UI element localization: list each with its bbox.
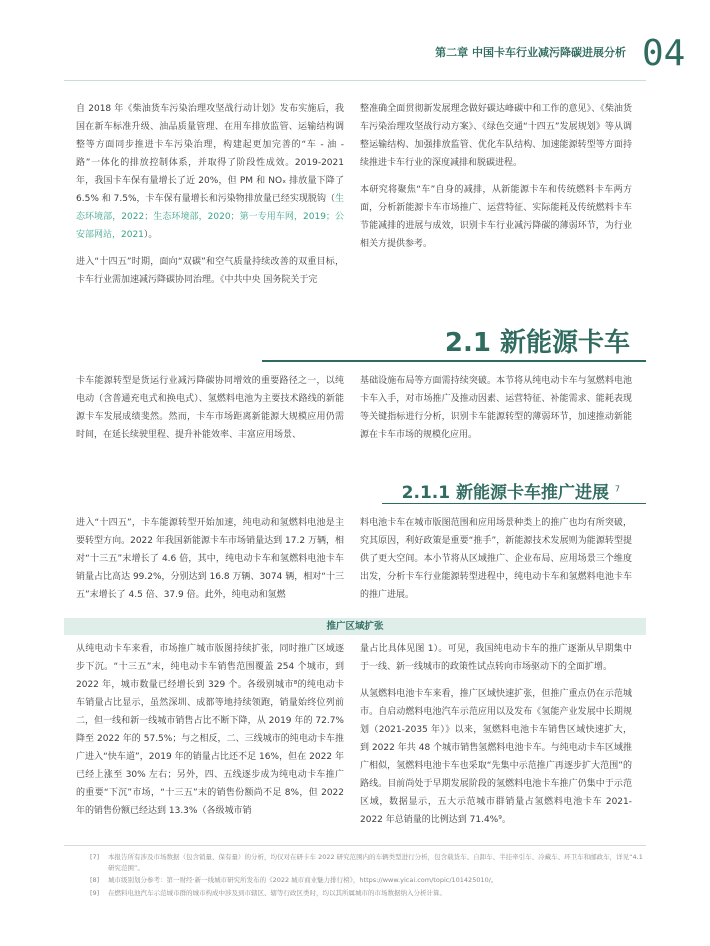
section-heading-underline: [262, 360, 646, 362]
subsection-heading-underline: [382, 503, 646, 504]
intro-right-column: [360, 100, 632, 262]
subsection-heading: 2.1.1 新能源卡车推广进展 $^7$: [401, 483, 620, 503]
region-right-column: [360, 640, 632, 838]
intro-paragraph: 整准确全面贯彻新发展理念做好碳达峰碳中和工作的意见》、《柴油货车污染治理攻坚战行动方案》、《绿色交通“十四五”发展规划》等从调整运输结构、加强排放监管、优化车队结构、加速能源转型等方面持续推进卡车行业的深度减排和脱碳进程。: [360, 104, 632, 168]
intro-left-column: [76, 100, 344, 298]
subsection-right-column: [360, 514, 632, 613]
section-paragraph: 基础设施布局等方面需持续突破。本节将从纯电动卡车与氢燃料电池卡车入手，对市场推广及推动因素、运营特征、补能需求、能耗表现等关键指标进行分析，识别卡车能源转型的薄弱环节，加速推动新能源在卡车市场的规模化应用。: [360, 376, 632, 440]
section-paragraph: 卡车能源转型是货运行业减污降碳协同增效的重要路径之一，以纯电动（含普通充电式和换电式）、氢燃料电池为主要技术路线的新能源卡车发展成绩斐然。然而，卡车市场距离新能源大规模应用仍需时间，在延长续驶里程、提升补能效率、丰富应用场景、: [76, 376, 344, 440]
footnote: [8] 城市级别划分参考：第一财经·新一线城市研究所发布的《2022 城市商业魅力排行榜》，https://www.yicai.com/topic/101425010/。: [90, 876, 498, 884]
region-paragraph: 从纯电动卡车来看，市场推广城市版图持续扩张，同时推广区域逐步下沉。“十三五”末，纯电动卡车销售范围覆盖 254 个城市，到 2022 年，城市数量已经增长到 329 个。各级别城市⁸的纯电动卡车销量占比显示，虽然深圳、成都等地持续领跑，销量始终位列前二，但一线和新一线城市销售占比不断下降，从 2019 年的 72.7% 降至 2022 年的 57.5%；与之相反，二、三线城市的纯电动卡车推广进入“快车道”，2019 年的销量占比还不足 16%，但在 2022 年已经上涨至 30% 左右；另外，四、五线逐步成为纯电动卡车推广的重要“下沉”市场，“十三五”末的销售份额尚不足 8%，但 2022 年的销售份额已经达到 13.3%（各级城市销: [76, 644, 344, 816]
footnote-ref: 7: [614, 484, 620, 494]
chapter-title: 第二章 中国卡车行业减污降碳进展分析: [435, 46, 626, 59]
region-paragraph: 量占比具体见图 1）。可见，我国纯电动卡车的推广逐渐从早期集中于一线、新一线城市的政策性试点转向市场驱动下的全面扩增。: [360, 644, 632, 672]
section-left-column: [76, 372, 344, 453]
subsection-left-column: [76, 514, 344, 613]
intro-paragraph: 自 2018 年《柴油货车污染治理攻坚战行动计划》发布实施后，我国在新车标准升级、油品质量管理、在用车排放监管、运输结构调整等方面同步推进卡车污染治理，构建起更加完善的“车 - 油 - 路”一体化的排放控制体系，并取得了阶段性成效。2019-2021 年，我国卡车保有量增长了近 20%，但 PM 和 NOₓ 排放量下降了 6.5% 和 7.5%，卡车保有量增长和污染物排放量已经实现脱钩（生态环境部，2022；生态环境部，2020；第一专用车网，2019；公安部网站，2021）。: [76, 104, 344, 240]
region-left-column: [76, 640, 344, 829]
footnote: [9] 在燃料电池汽车示范城市群的城市构成中涉及到市辖区、辖等行政区类时，均以其所属城市的市场数据纳入分析计算。: [90, 889, 446, 897]
section-right-column: [360, 372, 632, 453]
intro-paragraph: 进入“十四五”时期，面向“双碳”和空气质量持续改善的双重目标，卡车行业需加速减污降碳协同治理。《中共中央 国务院关于完: [76, 257, 344, 285]
citation: 生态环境部，2022；生态环境部，2020；第一专用车网，2019；公安部网站，2021: [76, 194, 344, 240]
intro-paragraph: 本研究将聚焦“车”自身的减排，从新能源卡车和传统燃料卡车两方面，分析新能源卡车市场推广、运营特征、实际能耗及传统燃料卡车节能减排的进展与成效，识别卡车行业减污降碳的薄弱环节，为行业相关方提供参考。: [360, 185, 632, 249]
footnote-divider: [64, 845, 646, 846]
subsection-paragraph: 料电池卡车在城市版图范围和应用场景种类上的推广也均有所突破，究其原因，利好政策是重要“推手”，新能源技术发展则为能源转型提供了更大空间。本小节将从区域推广、企业布局、应用场景三个维度出发，分析卡车行业能源转型进程中，纯电动卡车和氢燃料电池卡车的推广进展。: [360, 518, 632, 600]
subsection-paragraph: 进入“十四五”，卡车能源转型开始加速，纯电动和氢燃料电池是主要转型方向。2022 年我国新能源卡车市场销量达到 17.2 万辆，相对“十三五”末增长了 4.6 倍，其中，纯电动卡车和氢燃料电池卡车销量占比高达 99.2%，分别达到 16.8 万辆、3074 辆，相对“十三五”末增长了 4.5 倍、37.9 倍。此外，纯电动和氢燃: [76, 518, 344, 600]
topic-band-label: 推广区域扩张: [326, 621, 384, 632]
region-paragraph: 从氢燃料电池卡车来看，推广区域快速扩张，但推广重点仍在示范城市。自启动燃料电池汽车示范应用以及发布《氢能产业发展中长期规划（2021-2035 年）》以来，氢燃料电池卡车销售区域快速扩大，到 2022 年共 48 个城市销售氢燃料电池卡车。与纯电动卡车区域推广相似，氢燃料电池卡车也采取“先集中示范推广再逐步扩大范围”的路线。目前尚处于早期发展阶段的氢燃料电池卡车推广仍集中于示范区域，数据显示，五大示范城市群销量占氢燃料电池卡车 2021-2022 年总销量的比例达到 71.4%⁹。: [360, 689, 632, 825]
footnote: [7] 本报告所有涉及市场数据（包含销量、保有量）的分析，均仅对在研卡车 2022 研究范围内的车辆类型进行分析，包含载货车、自卸车、半挂牵引车、冷藏车、环卫车和邮政车，详见“4.1 研究范围”。: [90, 853, 643, 872]
header-divider: [64, 80, 646, 81]
section-heading: 2.1 新能源卡车: [444, 328, 630, 358]
chapter-number: 04: [642, 33, 686, 74]
